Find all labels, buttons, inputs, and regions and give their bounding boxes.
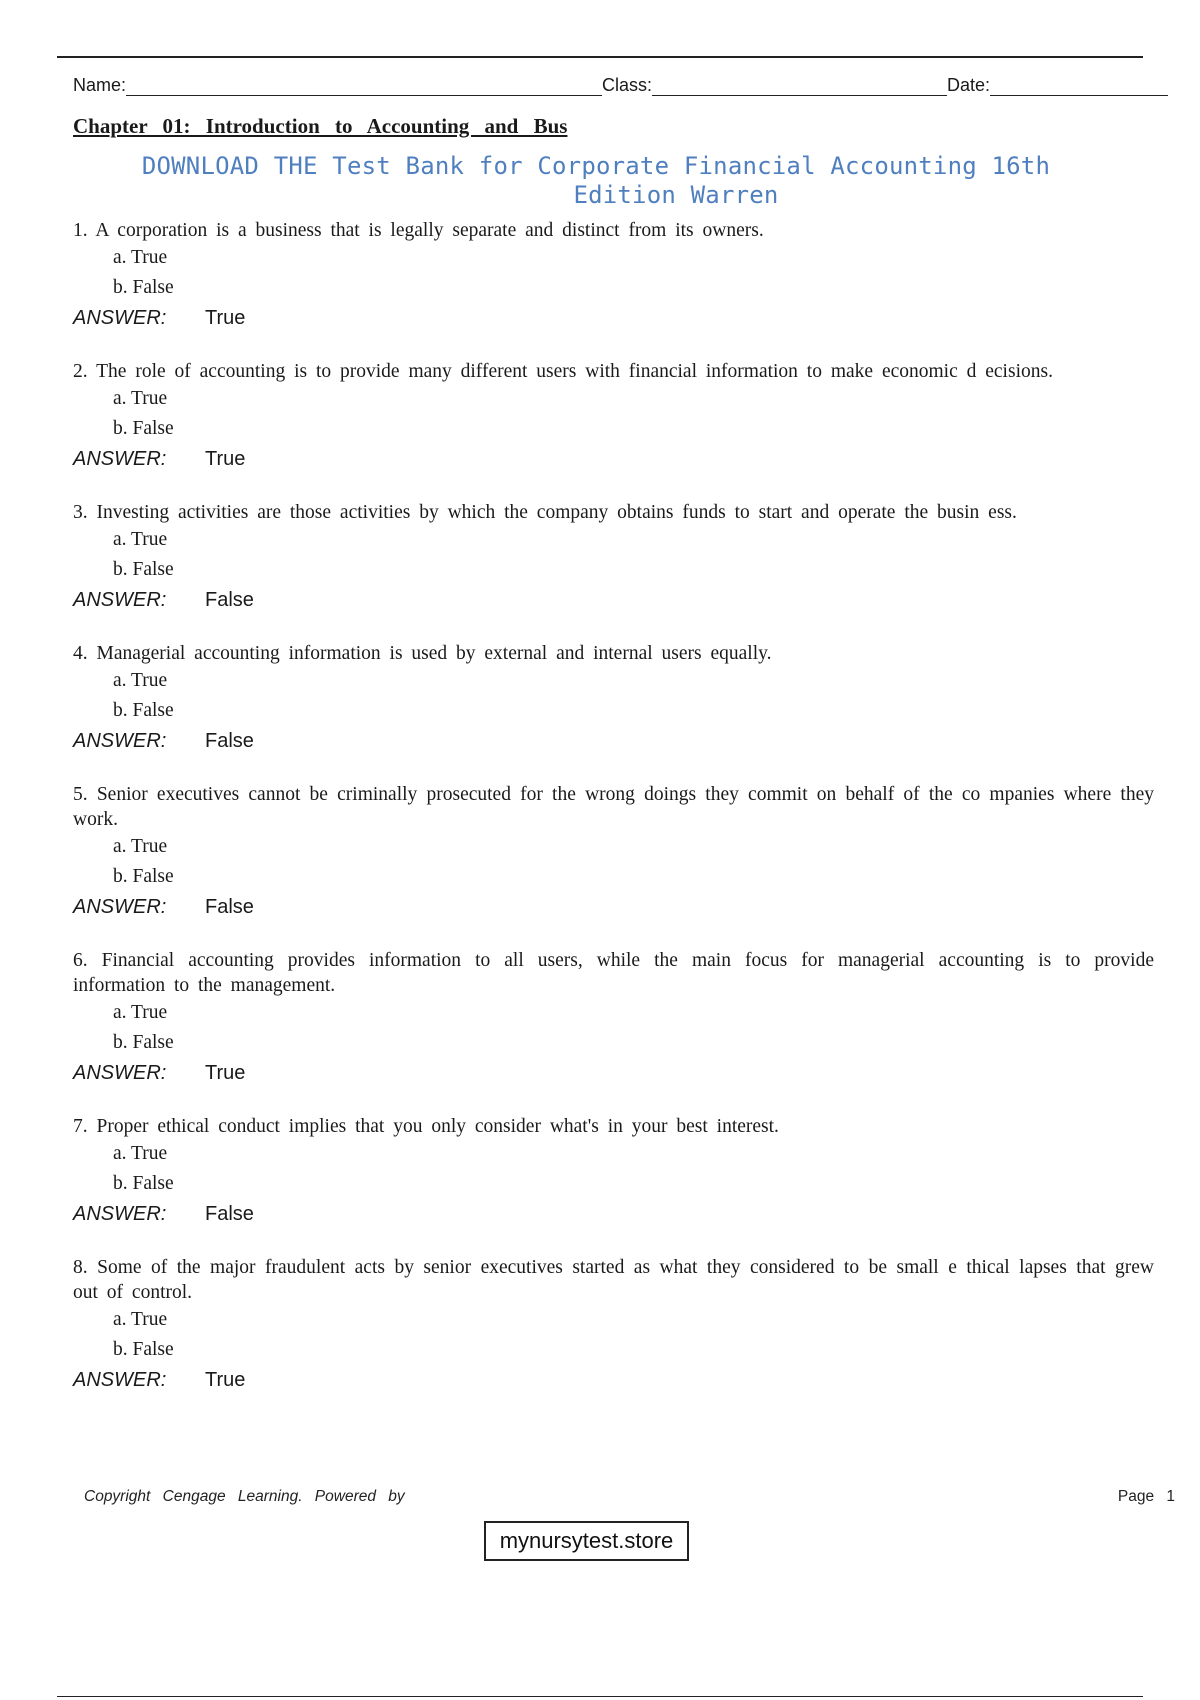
answer-option[interactable]: b. False: [113, 700, 174, 721]
question-item: [73, 218, 1158, 333]
answer-row: [73, 444, 1158, 474]
top-rule: [57, 56, 1143, 58]
answer-value: False: [205, 896, 254, 918]
question-item: [73, 948, 1158, 1088]
answer-option[interactable]: a. True: [113, 247, 168, 268]
answer-label: ANSWER:: [73, 448, 167, 470]
answer-option[interactable]: b. False: [113, 1173, 174, 1194]
answer-label: ANSWER:: [73, 896, 167, 918]
date-label: Date:: [947, 75, 991, 95]
answer-label: ANSWER:: [73, 1369, 167, 1391]
download-line-2: Edition Warren: [573, 181, 779, 209]
answer-label: ANSWER:: [73, 589, 167, 611]
answer-value: False: [205, 1203, 254, 1225]
answer-value: True: [205, 448, 246, 470]
answer-option[interactable]: a. True: [113, 529, 168, 550]
question-item: [73, 359, 1158, 474]
answer-value: False: [205, 589, 254, 611]
question-item: [73, 1114, 1158, 1229]
question-item: [73, 641, 1158, 756]
answer-row: [73, 1199, 1158, 1229]
question-stem: 7. Proper ethical conduct implies that you only consider what's in your best interest.: [73, 1116, 779, 1137]
answer-option[interactable]: b. False: [113, 559, 174, 580]
answer-row: [73, 1365, 1158, 1395]
download-link[interactable]: [36, 152, 1156, 210]
answer-option[interactable]: b. False: [113, 277, 174, 298]
answer-value: True: [205, 307, 246, 329]
answer-option[interactable]: a. True: [113, 1309, 168, 1330]
answer-label: ANSWER:: [73, 1062, 167, 1084]
answer-label: ANSWER:: [73, 730, 167, 752]
answer-row: [73, 585, 1158, 615]
answer-option[interactable]: b. False: [113, 1032, 174, 1053]
site-badge[interactable]: mynursytest.store: [484, 1521, 689, 1561]
answer-row: [73, 303, 1158, 333]
class-label: Class:: [602, 75, 653, 95]
date-field[interactable]: [990, 75, 1168, 96]
answer-value: True: [205, 1062, 246, 1084]
answer-option[interactable]: b. False: [113, 866, 174, 887]
page-number: Page 1: [1117, 1488, 1175, 1505]
download-line-1: DOWNLOAD THE Test Bank for Corporate Financial Accounting 16th: [141, 152, 1051, 180]
question-stem: 2. The role of accounting is to provide many different users with financial information to make economic d ecisions.: [73, 361, 1053, 382]
answer-label: ANSWER:: [73, 307, 167, 329]
question-item: [73, 1255, 1158, 1395]
student-info-row: [73, 72, 1168, 96]
answer-option[interactable]: a. True: [113, 388, 168, 409]
question-item: [73, 782, 1158, 922]
name-field[interactable]: [126, 75, 602, 96]
answer-row: [73, 892, 1158, 922]
question-stem: 4. Managerial accounting information is used by external and internal users equally.: [73, 643, 772, 664]
answer-label: ANSWER:: [73, 1203, 167, 1225]
answer-option[interactable]: b. False: [113, 418, 174, 439]
question-stem: 8. Some of the major fraudulent acts by senior executives started as what they considered to be small e thical lapses that grew out of control.: [73, 1257, 1154, 1303]
answer-option[interactable]: a. True: [113, 836, 168, 857]
answer-option[interactable]: a. True: [113, 1002, 168, 1023]
answer-row: [73, 726, 1158, 756]
answer-row: [73, 1058, 1158, 1088]
answer-option[interactable]: b. False: [113, 1339, 174, 1360]
question-stem: 6. Financial accounting provides information to all users, while the main focus for managerial accounting is to provide information to the management.: [73, 950, 1154, 996]
question-stem: 5. Senior executives cannot be criminally prosecuted for the wrong doings they commit on behalf of the co mpanies where they work.: [73, 784, 1154, 830]
question-item: [73, 500, 1158, 615]
copyright-text: Copyright Cengage Learning. Powered by: [84, 1488, 405, 1505]
answer-option[interactable]: a. True: [113, 1143, 168, 1164]
bottom-rule: [57, 1696, 1143, 1697]
question-stem: 1. A corporation is a business that is legally separate and distinct from its owners.: [73, 220, 764, 241]
answer-value: True: [205, 1369, 246, 1391]
chapter-title: Chapter 01: Introduction to Accounting and Bus: [73, 114, 568, 138]
class-field[interactable]: [652, 75, 947, 96]
name-label: Name:: [73, 75, 127, 95]
question-list: [73, 218, 1158, 1395]
question-stem: 3. Investing activities are those activities by which the company obtains funds to start and operate the busin ess.: [73, 502, 1017, 523]
answer-option[interactable]: a. True: [113, 670, 168, 691]
answer-value: False: [205, 730, 254, 752]
